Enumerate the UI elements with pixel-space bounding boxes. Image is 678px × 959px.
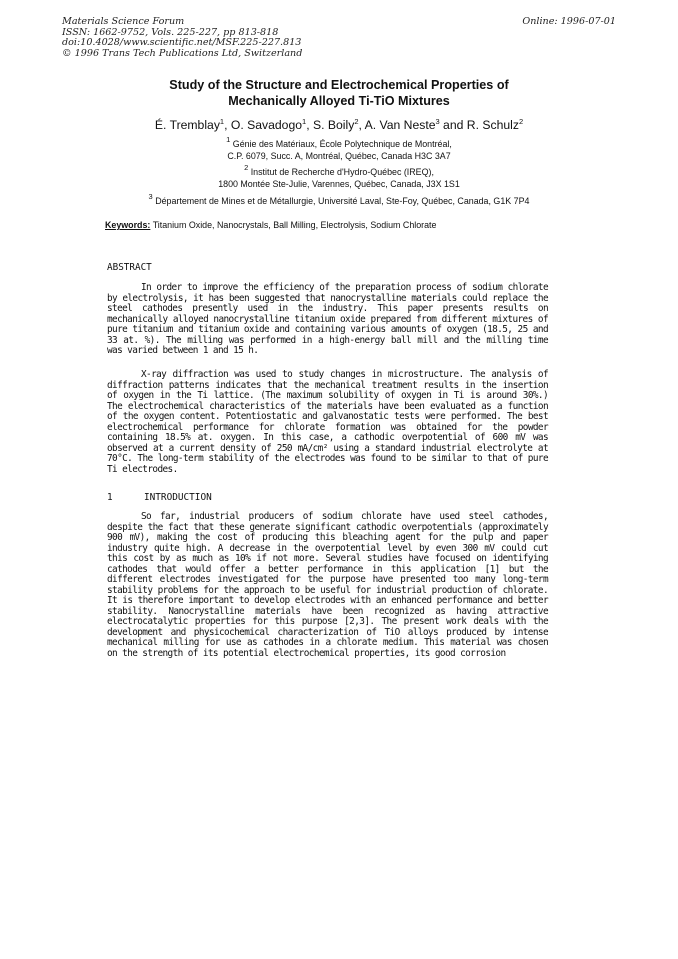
affiliation-line: Département de Mines et de Métallurgie, Université Laval, Ste-Foy, Québec, Canada, G1K 7P4 [155,196,530,206]
abstract-paragraph-1: In order to improve the efficiency of the preparation process of sodium chlorate by electrolysis, it has been suggested that nanocrystalline materials could replace the steel cathodes presently used in the industry. This paper presents results on mechanically alloyed nanocrystalline titanium oxide prepared from different mixtures of pure titanium and titanium oxide and containing various amounts of oxygen (18.5, 25 and 33 at. %). The milling was performed in a high-energy ball mill and the milling time was varied between 1 and 15 h. [107,282,548,356]
author-name: O. Savadogo [230,118,303,132]
abstract-paragraph-2: X-ray diffraction was used to study changes in microstructure. The analysis of diffraction patterns indicates that the mechanical treatment results in the insertion of oxygen in the Ti lattice. (The maximum solubility of oxygen in Ti is around 30%.) The electrochemical characteristics of the materials have been evaluated as a function of the oxygen content. Potentiostatic and galvanostatic tests were performed. The best electrochemical performance for chlorate formation was obtained for the powder containing 18.5% at. oxygen. In this case, a cathodic overpotential of 600 mV was observed at a current density of 250 mA/cm² using a standard industrial electrolyte at 70°C. The long-term stability of the electrodes was found to be similar to that of pure Ti electrodes. [107,369,548,475]
journal-name: Materials Science Forum [62,16,185,27]
author-name: S. Boily [312,118,355,132]
journal-header [62,17,442,59]
author-name: R. Schulz [466,118,519,132]
author-separator: , [358,118,365,132]
affiliation-1 [0,135,678,162]
author-affil-mark: 1 [302,117,307,126]
affiliation-mark: 1 [226,135,231,144]
author-affil-mark: 2 [518,117,524,126]
affiliation-line: C.P. 6079, Succ. A, Montréal, Québec, Canada H3C 3A7 [227,150,451,161]
doi-line: doi:10.4028/www.scientific.net/MSF.225-227.813 [62,37,302,49]
section-number: 1 [107,492,113,503]
author-list [0,118,678,132]
section-heading [107,492,212,503]
section-title: INTRODUCTION [144,492,212,503]
title-line-1: Study of the Structure and Electrochemical Properties of [169,78,509,92]
affiliation-3 [0,192,678,208]
author-affil-mark: 3 [435,117,440,126]
keywords-text: Titanium Oxide, Nanocrystals, Ball Milling, Electrolysis, Sodium Chlorate [152,220,437,230]
paper-title [0,78,678,109]
affiliation-2 [0,163,678,190]
affiliation-line: Génie des Matériaux, École Polytechnique de Montréal, [232,139,452,149]
keywords [105,220,436,230]
author-separator: , [224,118,231,132]
author-separator: and [439,118,467,132]
introduction-paragraph: So far, industrial producers of sodium chlorate have used steel cathodes, despite the fact that these generate significant cathodic overpotentials (approximately 900 mV), making the cost of producing this bleaching agent for the pulp and paper industry quite high. A decrease in the overpotential level by even 300 mV could cut this cost by as much as 10% if not more. Several studies have focused on identifying cathodes that would offer a better performance in this application [1] but the different electrodes investigated for the purpose have presented too many long-term stability problems for the approach to be useful for industrial production of chlorate. It is therefore important to develop electrodes with an enhanced performance and better stability. Nanocrystalline materials have been recognized as having attractive electrocatalytic properties for this purpose [2,3]. The present work deals with the development and physicochemical characterization of TiO alloys produced by intense mechanical milling for use as cathodes in a chlorate medium. This material was chosen on the strength of its potential electrochemical properties, its good corrosion [107,511,548,659]
abstract-heading: ABSTRACT [107,262,152,273]
author-affil-mark: 1 [219,117,225,126]
author-separator: , [306,118,313,132]
affiliation-mark: 2 [244,163,249,172]
issn-line: ISSN: 1662-9752, Vols. 225-227, pp 813-818 [62,26,279,38]
keywords-label: Keywords: [105,220,151,230]
affiliation-line: Institut de Recherche d'Hydro-Québec (IREQ), [250,167,434,177]
author-affil-mark: 2 [354,117,359,126]
copyright-line: © 1996 Trans Tech Publications Ltd, Switzerland [62,47,303,59]
affiliation-mark: 3 [148,192,153,201]
online-date: Online: 1996-07-01 [522,16,616,27]
affiliation-line: 1800 Montée Ste-Julie, Varennes, Québec, Canada, J3X 1S1 [218,178,460,189]
title-line-2: Mechanically Alloyed Ti-TiO Mixtures [228,93,450,108]
author-name: É. Tremblay [154,118,220,132]
author-name: A. Van Neste [364,118,436,132]
